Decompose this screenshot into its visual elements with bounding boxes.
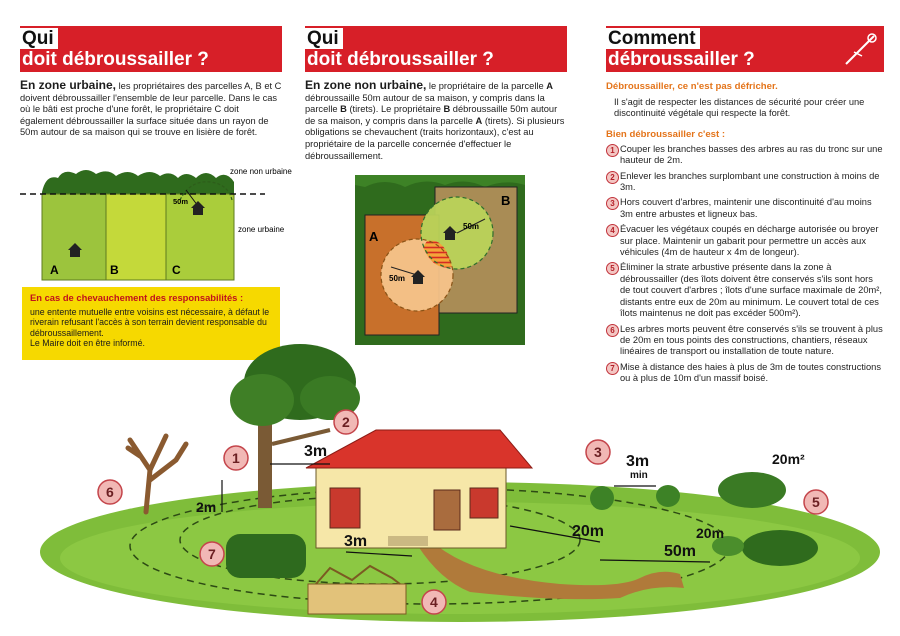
badge-1 [224,446,248,470]
panel2-lead: En zone non urbaine, [305,78,427,92]
panel1-body [20,80,282,139]
step-text: Évacuer les végétaux coupés en décharge autorisée ou broyer sur place. Maintenir un gabarit pour permettre un accès aux véhicules (4m de hauteur x 4m de longeur). [620,224,879,258]
list-item [606,171,884,194]
para-distances: Il s'agit de respecter les distances de sécurité pour créer une discontinuité végétale qui respecte la forêt. [614,97,865,119]
list-item [606,144,884,167]
badge-4 [422,590,446,614]
panel1-text: les propriétaires des parcelles A, B et C doivent débroussailler l'ensemble de leur parcelle. Dans le cas où le bâti est proche d'une forêt, le propriétaire C doit également débroussailler la surface située dans un rayon de 50m autour de sa maison qui se trouve en lisière de forêt. [20,81,282,138]
panel2-text-a: le propriétaire de la parcelle [426,81,547,91]
panel-qui-zone-urbaine [20,26,282,139]
zone-urbaine-label: zone urbaine [238,225,285,234]
badge-7 [200,542,224,566]
step-number: 3 [606,197,619,210]
hedge [226,534,306,578]
badge-7-label: 7 [208,546,216,562]
panel2-title-bar [305,26,567,72]
panel1-title-line2: doit débroussailler ? [22,49,209,70]
badge-6-label: 6 [106,484,114,500]
illustration-scene [0,340,900,636]
dim-min: min [630,470,648,481]
list-item [606,262,884,319]
dim-20m2: 20m² [772,451,805,467]
parcel-b-label: B [110,263,119,277]
panel2-text-e: (tirets). Si plusieurs obligations se chevauchent (traits horizontaux), c'est au propriétaire de la parcelle concernée d'effectuer le débroussaillement. [305,115,565,161]
step-number: 7 [606,362,619,375]
panel3-title-line1: Comment [606,28,700,49]
panel2-title-line2: doit débroussailler ? [307,49,494,70]
panel2-parcel-b: B [340,104,347,115]
panel2-text-c: (tirets). Le propriétaire [346,104,444,115]
list-item [606,197,884,220]
badge-2 [334,410,358,434]
step-text: Mise à distance des haies à plus de 3m de toutes constructions ou à plus de 10m d'un massif boisé. [620,361,881,384]
dim-2m: 2m [196,499,217,515]
step-text: Enlever les branches surplombant une construction à moins de 3m. [620,170,880,193]
panel2-title-line1: Qui [305,28,343,49]
badge-1-label: 1 [232,450,240,466]
notice-heading: En cas de chevauchement des responsabilités : [30,292,244,303]
parcel-b-label-2: B [501,193,511,208]
parcel-a-label: A [50,263,59,277]
dim-50m: 50m [664,543,697,560]
badge-4-label: 4 [430,594,438,610]
zone-non-urbaine-text: zone non urbaine [230,167,292,176]
panel1-title-bar [20,26,282,72]
radius-a-label: 50m [389,274,406,283]
head-ne-pas-defricher: Débroussailler, ce n'est pas défricher. [606,81,778,92]
badge-3-label: 3 [594,444,602,460]
badge-2-label: 2 [342,414,350,430]
house [306,430,532,548]
notice-text: une entente mutuelle entre voisins est nécessaire, à défaut le riverain refusant l'accès à son terrain devient responsable du débroussaillement. [30,306,270,338]
radius-50m-label: 50m [173,197,189,206]
notice-text-2: Le Maire doit en être informé. [30,338,145,348]
list-item [606,224,884,258]
panel-qui-zone-non-urbaine [305,26,567,162]
panel1-lead: En zone urbaine, [20,78,117,92]
badge-5 [804,490,828,514]
parcel-c-label: C [172,263,181,277]
panel2-parcel-b-2: B [443,104,451,115]
step-number: 2 [606,171,619,184]
panel3-title-line2: débroussailler ? [608,49,755,70]
parcel-a-label-2: A [369,229,379,244]
dim-20m-a: 20m [572,523,605,540]
step-number: 5 [606,262,619,275]
badge-3 [586,440,610,464]
step-number: 6 [606,324,619,337]
step-text: Éliminer la strate arbustive présente dans la zone à débroussailler (des îlots doivent être conservés s'ils sont hors de tout couvert d'arbres ; îlots d'une surface maximale de 20m², distants entre eux de 20m au minimum. Le couvert total de ces îlots maintenus ne doit pas excéder 500m²). [620,262,882,319]
panel2-text-d: débroussaille 50m autour de sa maison, y compris dans la parcelle [305,104,558,126]
panel2-text-b: débroussaille 50m autour de sa maison, y compris dans la parcelle [305,92,545,115]
panel1-title-line1: Qui [20,28,58,49]
step-number: 1 [606,144,619,157]
badge-6 [98,480,122,504]
panel-comment-debroussailler [606,26,884,389]
zone-non-urbaine-label [230,167,292,176]
diagram-zone-non-urbaine [355,175,525,345]
dim-3m-hedge: 3m [344,533,368,550]
step-text: Couper les branches basses des arbres au ras du tronc sur une hauteur de 2m. [620,143,883,166]
head-bien-debroussailler: Bien débroussailler c'est : [606,128,726,140]
panel3-title-bar [606,26,884,72]
dim-3m-branch: 3m [304,443,328,460]
panel2-parcel-a-2: A [475,115,483,126]
brushcutter-icon [842,30,880,68]
panel2-body [305,80,567,162]
step-text: Hors couvert d'arbres, maintenir une discontinuité d'au moins 3m entre arbustes et ligneux bas. [620,197,872,219]
badge-5-label: 5 [812,494,820,510]
radius-b-label: 50m [463,222,480,231]
step-number: 4 [606,224,619,237]
dim-3m-min: 3m [626,453,650,470]
panel2-parcel-a: A [546,81,553,91]
diagram-zone-urbaine [20,160,292,280]
dim-20m-b: 20m [696,525,725,541]
step-text: Les arbres morts peuvent être conservés s'ils se trouvent à plus de 20m en tous points des constructions, chantiers, réseaux linéaires de transport ou installation de toute nature. [620,323,883,357]
